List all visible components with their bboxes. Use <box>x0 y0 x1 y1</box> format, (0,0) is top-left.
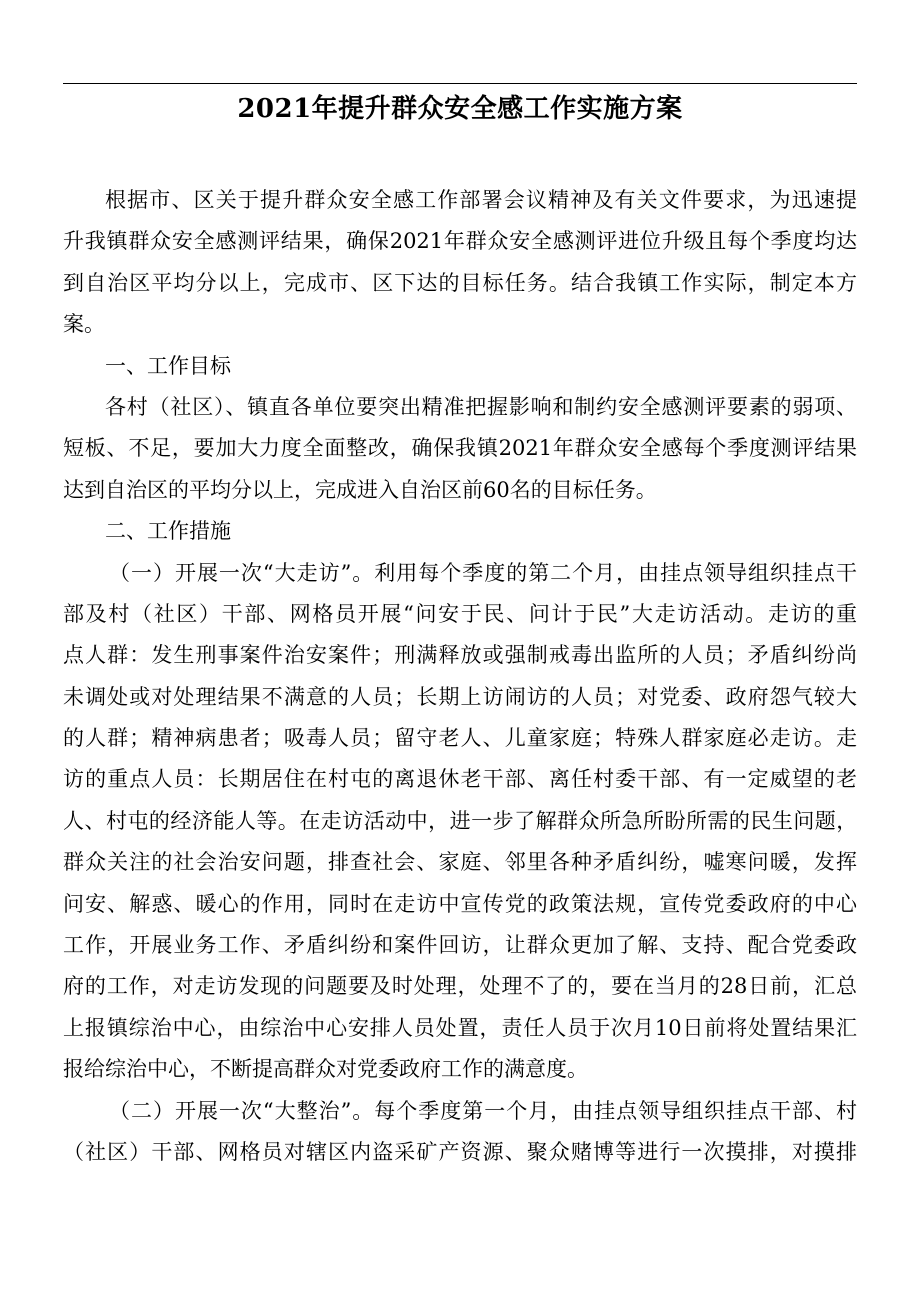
paragraph-line: 群众关注的社会治安问题，排查社会、家庭、邻里各种矛盾纠纷，嘘寒问暖，发挥 <box>63 850 857 875</box>
document-title: 2021年提升群众安全感工作实施方案 <box>237 94 683 124</box>
paragraph-line: 的人群；精神病患者；吸毒人员；留守老人、儿童家庭；特殊人群家庭必走访。走 <box>63 726 857 751</box>
paragraph-line: 人、村屯的经济能人等。在走访活动中，进一步了解群众所急所盼所需的民生问题， <box>63 808 857 833</box>
paragraph-line: 各村（社区）、镇直各单位要突出精准把握影响和制约安全感测评要素的弱项、 <box>105 394 857 419</box>
paragraph-line: 问安、解惑、暖心的作用，同时在走访中宣传党的政策法规，宣传党委政府的中心 <box>63 891 857 916</box>
paragraph-line: 部及村（社区）干部、网格员开展“问安于民、问计于民”大走访活动。走访的重 <box>63 601 857 626</box>
paragraph-line: 点人群：发生刑事案件治安案件；刑满释放或强制戒毒出监所的人员；矛盾纠纷尚 <box>63 643 857 668</box>
paragraph-line: 报给综治中心，不断提高群众对党委政府工作的满意度。 <box>63 1057 588 1082</box>
paragraph-line: （社区）干部、网格员对辖区内盗采矿产资源、聚众赌博等进行一次摸排，对摸排 <box>63 1139 857 1164</box>
paragraph-line: 短板、不足，要加大力度全面整改，确保我镇2021年群众安全感每个季度测评结果 <box>63 436 857 461</box>
paragraph-line: 案。 <box>63 312 105 337</box>
paragraph-line: 达到自治区的平均分以上，完成进入自治区前60名的目标任务。 <box>63 477 657 502</box>
document-body <box>63 180 857 1173</box>
section-heading: 二、工作措施 <box>105 519 231 544</box>
paragraph-line: 上报镇综治中心，由综治中心安排人员处置，责任人员于次月10日前将处置结果汇 <box>63 1015 857 1040</box>
paragraph-line: （二）开展一次“大整治”。每个季度第一个月，由挂点领导组织挂点干部、村 <box>109 1098 857 1123</box>
paragraph-line: （一）开展一次“大走访”。利用每个季度的第二个月，由挂点领导组织挂点干 <box>109 560 857 585</box>
paragraph-line: 根据市、区关于提升群众安全感工作部署会议精神及有关文件要求，为迅速提 <box>105 188 857 212</box>
paragraph-line: 到自治区平均分以上，完成市、区下达的目标任务。结合我镇工作实际，制定本方 <box>63 270 857 295</box>
header-rule <box>63 83 857 84</box>
paragraph-line: 升我镇群众安全感测评结果，确保2021年群众安全感测评进位升级且每个季度均达 <box>63 229 857 254</box>
paragraph-line: 府的工作，对走访发现的问题要及时处理，处理不了的，要在当月的28日前，汇总 <box>63 974 857 999</box>
paragraph-line: 未调处或对处理结果不满意的人员；长期上访闹访的人员；对党委、政府怨气较大 <box>63 684 857 709</box>
section-heading: 一、工作目标 <box>105 353 231 378</box>
paragraph-line: 访的重点人员：长期居住在村屯的离退休老干部、离任村委干部、有一定威望的老 <box>63 767 857 792</box>
paragraph-line: 工作，开展业务工作、矛盾纠纷和案件回访，让群众更加了解、支持、配合党委政 <box>63 933 857 958</box>
